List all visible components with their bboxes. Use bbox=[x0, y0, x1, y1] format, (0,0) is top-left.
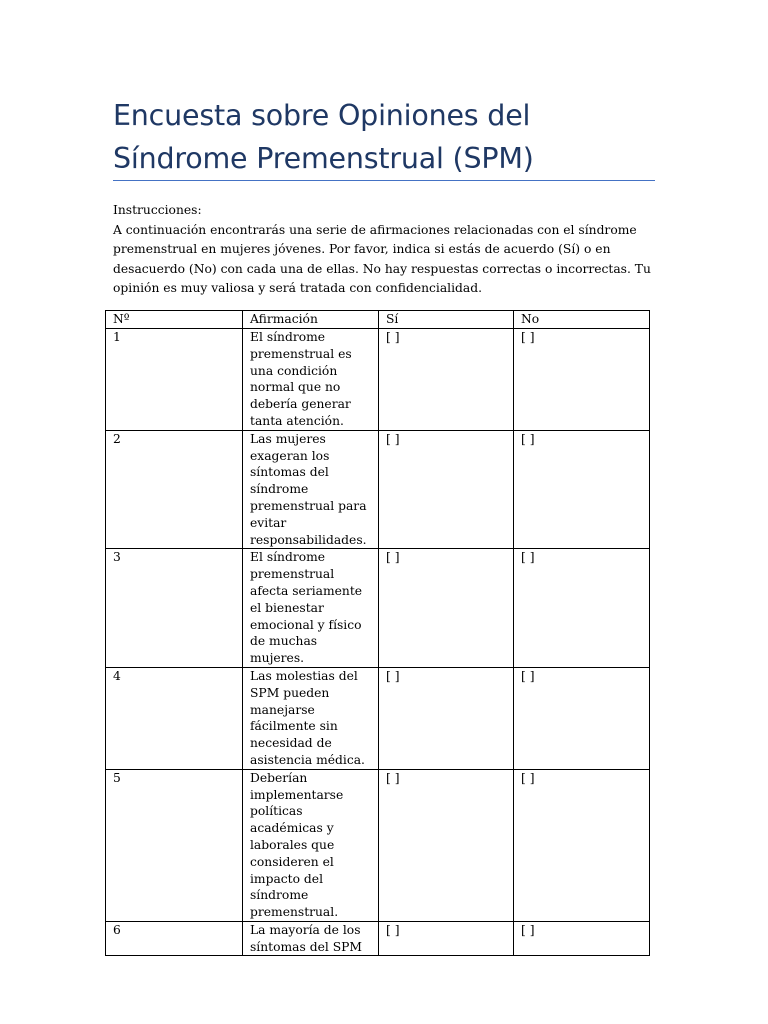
instructions-heading: Instrucciones: bbox=[113, 203, 202, 217]
yes-checkbox[interactable]: [ ] bbox=[379, 921, 514, 956]
table-header-row bbox=[106, 311, 650, 329]
table-row bbox=[106, 329, 650, 431]
no-checkbox[interactable]: [ ] bbox=[514, 430, 650, 549]
row-number: 2 bbox=[106, 430, 243, 549]
survey-table bbox=[105, 310, 650, 956]
no-checkbox[interactable]: [ ] bbox=[514, 329, 650, 431]
yes-checkbox[interactable]: [ ] bbox=[379, 769, 514, 921]
yes-checkbox[interactable]: [ ] bbox=[379, 329, 514, 431]
no-checkbox[interactable]: [ ] bbox=[514, 769, 650, 921]
statement-cell: Las mujeres exageran los síntomas del síndrome premenstrual para evitar responsabilidades. bbox=[243, 430, 379, 549]
table-row bbox=[106, 549, 650, 668]
header-statement: Afirmación bbox=[243, 311, 379, 329]
row-number: 5 bbox=[106, 769, 243, 921]
table-row bbox=[106, 430, 650, 549]
statement-cell: El síndrome premenstrual es una condición normal que no debería generar tanta atención. bbox=[243, 329, 379, 431]
table-row bbox=[106, 667, 650, 769]
header-no: No bbox=[514, 311, 650, 329]
yes-checkbox[interactable]: [ ] bbox=[379, 549, 514, 668]
title-underline bbox=[113, 180, 655, 181]
no-checkbox[interactable]: [ ] bbox=[514, 667, 650, 769]
document-title: Encuesta sobre Opiniones del Síndrome Premenstrual (SPM) bbox=[113, 99, 534, 175]
instructions-block bbox=[113, 201, 661, 299]
table-row bbox=[106, 921, 650, 956]
statement-cell: Las molestias del SPM pueden manejarse fácilmente sin necesidad de asistencia médica. bbox=[243, 667, 379, 769]
no-checkbox[interactable]: [ ] bbox=[514, 549, 650, 668]
table-row bbox=[106, 769, 650, 921]
statement-cell: El síndrome premenstrual afecta seriamente el bienestar emocional y físico de muchas mujeres. bbox=[243, 549, 379, 668]
instructions-text: A continuación encontrarás una serie de afirmaciones relacionadas con el síndrome premenstrual en mujeres jóvenes. Por favor, indica si estás de acuerdo (Sí) o en desacuerdo (No) con cada una de ellas. No hay respuestas correctas o incorrectas. Tu opinión es muy valiosa y será tratada con confidencialidad. bbox=[113, 222, 651, 295]
statement-cell: Deberían implementarse políticas académicas y laborales que consideren el impacto del síndrome premenstrual. bbox=[243, 769, 379, 921]
header-yes: Sí bbox=[379, 311, 514, 329]
yes-checkbox[interactable]: [ ] bbox=[379, 667, 514, 769]
yes-checkbox[interactable]: [ ] bbox=[379, 430, 514, 549]
statement-cell: La mayoría de los síntomas del SPM bbox=[243, 921, 379, 956]
no-checkbox[interactable]: [ ] bbox=[514, 921, 650, 956]
row-number: 4 bbox=[106, 667, 243, 769]
row-number: 3 bbox=[106, 549, 243, 668]
row-number: 1 bbox=[106, 329, 243, 431]
row-number: 6 bbox=[106, 921, 243, 956]
header-number: Nº bbox=[106, 311, 243, 329]
